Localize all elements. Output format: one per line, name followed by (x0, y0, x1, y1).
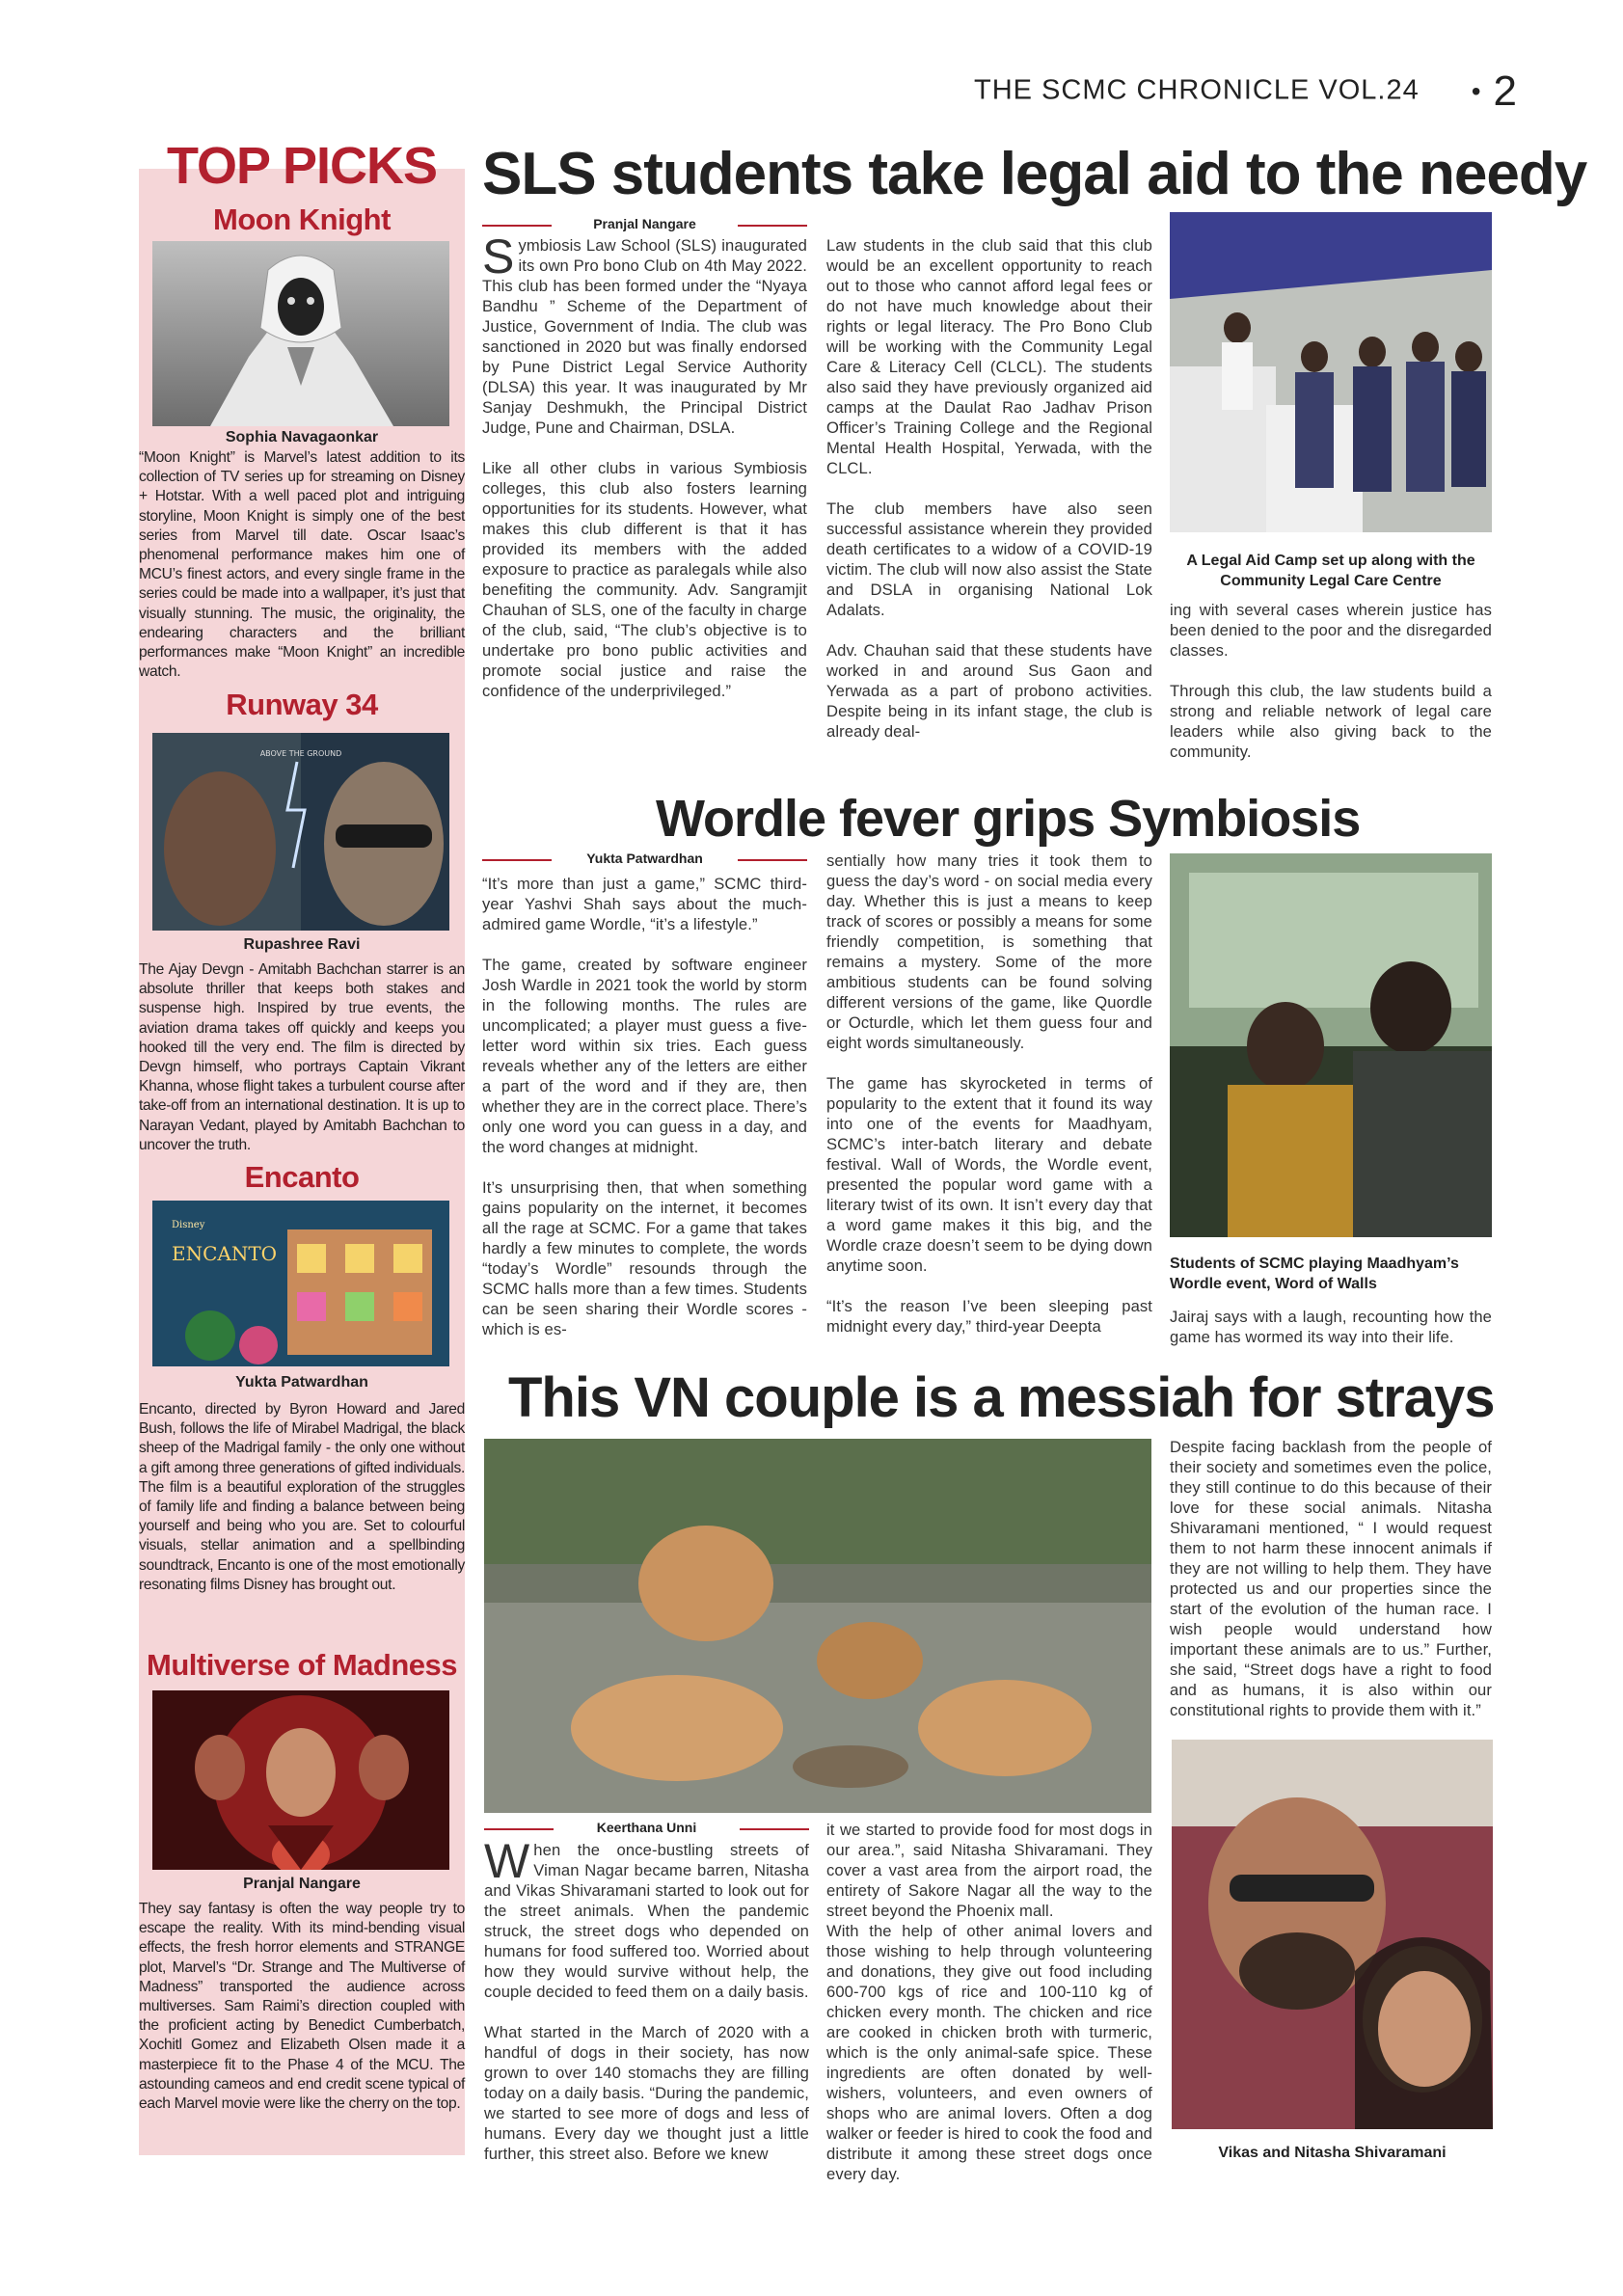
pick-title-runway-34: Runway 34 (226, 688, 378, 721)
byline-text: Yukta Patwardhan (586, 851, 703, 866)
paragraph: “It’s more than just a game,” SCMC third-year Yashvi Shah says about the much-admired game Wordle, “it’s a lifestyle.” (482, 875, 807, 933)
paragraph: Like all other clubs in various Symbiosis colleges, this club also fosters learning opportunities for its students. However, what makes this club different is that it has provided its members with the added exposure to practice as paralegals while also benefiting the community. Adv. Sangramjit Chauhan of SLS, one of the faculty in charge of the club, said, “The club’s objective is to undertake pro bono public activities and promote social justice and raise the confidence of the underprivileged.” (482, 459, 807, 700)
paragraph: Jairaj says with a laugh, recounting how the game has wormed its way into their life. (1170, 1308, 1492, 1346)
legal-aid-camp-photo (1170, 212, 1492, 532)
paragraph: The club members have also seen successful assistance wherein they provided death certificates to a widow of a COVID-19 victim. The club will now also assist the State and DSLA in organising National Lok Adalats. (826, 500, 1152, 619)
multiverse-poster (152, 1690, 449, 1870)
street-dogs-photo (484, 1439, 1151, 1813)
paragraph: sentially how many tries it took them to guess the day’s word - on social media every day. Whether this is just a means to keep track of scores or possibly a means for some friendly competition, is something that remains a mystery. Some of the more ambitious students can be found solving different versions of the game, like Quordle or Octurdle, which let them guess four and eight words simultaneously. (826, 851, 1152, 1052)
masthead-title: THE SCMC CHRONICLE VOL.24 (974, 74, 1420, 106)
article3-column-3 (1170, 1437, 1492, 1720)
shivaramani-couple-photo (1172, 1740, 1493, 2129)
photo-caption: A Legal Aid Camp set up along with the Community Legal Care Centre (1186, 553, 1475, 589)
paragraph: What started in the March of 2020 with a handful of dogs in their society, has now grown to over 140 stomachs they are filling today on a daily basis. “During the pandemic, we started to see more of dogs and less of humans. Every day we thought just a little further, this street also. Before we knew (484, 2023, 809, 2163)
pick-review-text: Encanto, directed by Byron Howard and Jared Bush, follows the life of Mirabel Madrigal, the black sheep of the Madrigal family - the only one without a gift among three generations of gifted individuals. The film is a beautiful exploration of the struggles of family life and finding a balance between being yourself and being who you are. Set to colourful visuals, stellar animation and a spellbinding soundtrack, Encanto is one of the most emotionally resonating films Disney has brought out. (139, 1401, 465, 1593)
pick-author: Rupashree Ravi (243, 936, 361, 953)
paragraph: hen the once-bustling streets of Viman Nagar became barren, Nitasha and Vikas Shivaramani started to look out for the street animals. When the pandemic struck, the street dogs who depended on humans for food suffered too. Worried about how they would survive without help, the couple decided to feed them on a daily basis. (484, 1841, 809, 2001)
article1-byline (482, 216, 807, 235)
pick-author: Yukta Patwardhan (235, 1374, 368, 1391)
pick-review-text: They say fantasy is often the way people try to escape the reality. With its mind-bending visual effects, the fresh horror elements and STRANGE plot, Marvel’s “Dr. Strange and The Multiverse of Madness” transported the audience across multiverses. Sam Raimi’s direction coupled with the proficient acting by Benedict Cumberbatch, Xochitl Gomez and Elizabeth Olsen made it a masterpiece fit to the Phase 4 of the MCU. The astounding cameos and end credit scene typical of each Marvel movie were like the cherry on the top. (139, 1901, 465, 2113)
disney-logo: Disney (172, 1220, 205, 1230)
pick-title-moon-knight: Moon Knight (213, 203, 391, 236)
paragraph: The game has skyrocketed in terms of popularity to the extent that it found its way into one of the events for Maadhyam, SCMC’s inter-batch literary and debate festival. Wall of Words, the Wordle event, presented the popular word game with a literary twist of its own. It isn’t every day that a word game makes it this big, and the Wordle craze doesn’t seem to be dying down anytime soon. (826, 1074, 1152, 1275)
encanto-logo: ENCANTO (172, 1242, 278, 1265)
article2-column-1 (482, 874, 807, 1339)
article1-column-3 (1170, 600, 1492, 762)
runway-34-poster (152, 733, 449, 931)
paragraph: It’s unsurprising then, that when something gains popularity on the internet, it becomes all the rage at SCMC. For a game that takes hardly a few minutes to complete, the words “today’s Wordle” resounds through the SCMC halls more than a few times. Students can be seen sharing their Wordle scores - which is es- (482, 1178, 807, 1338)
article1-column-2 (826, 235, 1152, 742)
article3-headline: This VN couple is a messiah for strays (508, 1366, 1495, 1429)
article3-column-1 (484, 1834, 809, 2164)
paragraph: Through this club, the law students build a strong and reliable network of legal care leaders while also giving back to the community. (1170, 682, 1492, 761)
pick-review-text: The Ajay Devgn - Amitabh Bachchan starrer is an absolute thriller that keeps both stakes and suspense high. Inspired by true events, the aviation drama takes off quickly and keeps you hooked till the very end. The film is directed by Devgn himself, who portrays Captain Vikrant Khanna, whose flight takes a turbulent course after take-off from an international destination. It is up to Narayan Vedant, played by Amitabh Bachchan to uncover the truth. (139, 961, 465, 1153)
dropcap: W (484, 1834, 530, 1888)
paragraph: Adv. Chauhan said that these students have worked in and around Sus Gaon and Yerwada as a part of probono activities. Despite being in its infant stage, the club is already deal- (826, 641, 1152, 741)
article1-headline: SLS students take legal aid to the needy (482, 141, 1587, 207)
article3-column-2 (826, 1820, 1152, 2184)
page-number: 2 (1493, 68, 1518, 115)
pick-title-multiverse-of-madness: Multiverse of Madness (147, 1648, 457, 1682)
article2-column-3 (1170, 1307, 1492, 1347)
moon-knight-poster (152, 241, 449, 426)
article2-headline: Wordle fever grips Symbiosis (656, 790, 1361, 848)
article3-byline (484, 1820, 809, 1839)
dropcap: S (482, 230, 515, 284)
byline-text: Pranjal Nangare (593, 216, 696, 231)
runway-tagline: ABOVE THE GROUND (259, 749, 342, 758)
paragraph: ing with several cases wherein justice has been denied to the poor and the disregarded classes. (1170, 601, 1492, 660)
pick-review-text: “Moon Knight” is Marvel’s latest addition to its collection of TV series up for streaming on Disney + Hotstar. With a well paced plot and intriguing storyline, Moon Knight is simply one of the best series from Marvel till date. Oscar Isaac’s phenomenal performance makes him one of MCU’s finest actors, and every single frame in the series could be made into a wallpaper, it’s just that visually stunning. The music, the originality, the endearing characters and the brilliant performances make “Moon Knight” an incredible watch. (139, 449, 465, 681)
wordle-event-photo (1170, 853, 1492, 1237)
paragraph: ymbiosis Law School (SLS) inaugurated its own Pro bono Club on 4th May 2022. This club has been formed under the “Nyaya Bandhu ” Scheme of the Department of Justice, Government of India. The club was sanctioned in 2020 but was finally endorsed by Pune District Legal Service Authority (DLSA) this year. It was inaugurated by Mr Sanjay Deshmukh, the Principal District Judge, Pune and Chairman, DSLA. (482, 236, 807, 437)
paragraph: Law students in the club said that this club would be an excellent opportunity to reach out to those who cannot afford legal fees or do not have much knowledge about their rights or legal literacy. The Pro Bono Club will be working with the Community Legal Care & Literacy Cell (CLCL). The students also said they have previously organized aid camps at the Daulat Rao Jadhav Prison Officer’s Training College and the Regional Mental Health Hospital, Yerwada, with the CLCL. (826, 236, 1152, 477)
article2-byline (482, 851, 807, 870)
paragraph: The game, created by software engineer Josh Wardle in 2021 took the world by storm in the following months. The rules are uncomplicated; a player must guess a five-letter word within six tries. Each guess reveals whether any of the letters are either a part of the word and if they are, then whether they are in the correct place. There’s only one word you can guess in a day, and the word changes at midnight. (482, 956, 807, 1156)
masthead (974, 68, 1518, 116)
paragraph: Despite facing backlash from the people of their society and sometimes even the police, they still continue to do this because of their love for these social animals. Nitasha Shivaramani mentioned, “ I would request them to not harm these innocent animals if they are not willing to help them. They have protected us and our properties since the start of the evolution of the human race. I wish people would understand how important these animals are to us.” Further, she said, “Street dogs have a right to food and as humans, it is also within our constitutional rights to provide them with it.” (1170, 1438, 1492, 1719)
encanto-poster (152, 1201, 449, 1366)
paragraph: With the help of other animal lovers and those wishing to help through volunteering and donations, they give out food including 600-700 kgs of rice and 100-110 kg of chicken every month. The chicken and rice are cooked in chicken broth with turmeric, which is the only animal-safe spice. These ingredients are often donated by well-wishers, volunteers, and even owners of shops who are animal lovers. Often a dog walker or feeder is hired to cook the food and distribute it among these street dogs once every day. (826, 1922, 1152, 2183)
article2-column-2 (826, 851, 1152, 1337)
article1-column-1 (482, 230, 807, 701)
pick-author: Sophia Navagaonkar (225, 429, 379, 446)
paragraph: it we started to provide food for most dogs in our area.”, said Nitasha Shivaramani. They cover a vast area from the airport road, the entirety of Sakore Nagar all the way to the street beyond the Phoenix mall. (826, 1821, 1152, 1920)
photo-caption: Vikas and Nitasha Shivaramani (1218, 2145, 1447, 2161)
top-picks-title: TOP PICKS (166, 137, 438, 195)
paragraph: “It’s the reason I’ve been sleeping past midnight every day,” third-year Deepta (826, 1297, 1152, 1336)
photo-caption: Students of SCMC playing Maadhyam’s Wordle event, Word of Walls (1170, 1256, 1459, 1292)
pick-title-encanto: Encanto (244, 1160, 360, 1194)
byline-text: Keerthana Unni (596, 1820, 697, 1835)
bullet-dot: • (1471, 76, 1482, 106)
pick-author: Pranjal Nangare (243, 1876, 361, 1892)
